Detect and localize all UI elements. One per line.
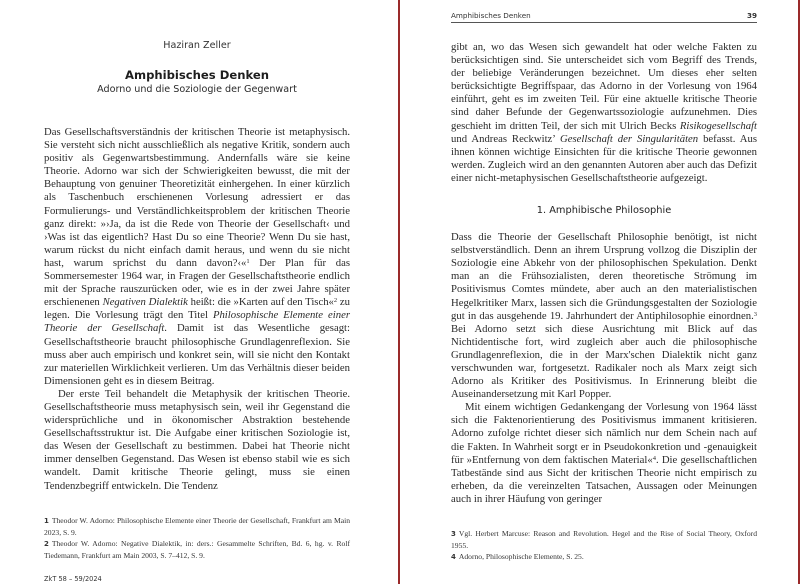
footnote-text: Theodor W. Adorno: Philosophische Elemente einer Theorie der Gesellschaft, Frankfurt am Main 2023, S. 9.	[44, 515, 350, 537]
footnote-ref[interactable]: 4	[652, 454, 656, 462]
text-span: Der Plan für das Sommersemester 1964 war, in Fragen der Gesellschaftstheorie endlich mit der Sprache rauszurücken oder, wie es in der zwei Jahre später erschienenen	[44, 256, 350, 309]
text-span: Dass die Theorie der Gesellschaft Philosophie benötigt, ist nicht selbstverständlich. Denn an ihrem Ursprung vollzog die Disziplin der Soziologie eine Abkehr von der philosophischen Spekulation. Denkt man an die Frühsozialisten, deren theoretische Strömung im Positivismus Comtes mündete, aber auch an den materialistischen Hegelkritiker Marx, lassen sich die Gründungsgestalten der Soziologie gut in das ausgehende 19. Jahrhundert der Antiphilosophie einordnen.	[451, 231, 757, 322]
footnote-text: Vgl. Herbert Marcuse: Reason and Revolution. Hegel and the Rise of Social Theory, Oxford 1955.	[451, 529, 757, 550]
footnote	[44, 538, 350, 561]
text-span: und Andreas Reckwitz’	[451, 132, 561, 145]
footnote-ref[interactable]: 2	[333, 297, 338, 305]
left-body-text	[44, 126, 350, 493]
footnote-number: 1	[44, 516, 49, 525]
article-title: Amphibisches Denken	[125, 68, 269, 82]
left-page	[0, 0, 398, 584]
text-span: gibt an, wo das Wesen sich gewandelt hat oder welche Fakten zu berücksichtigen sind. Sie unterscheidet sich vom Begriff des Trends, der beliebige Veränderungen bezeichnet. Um dieses eher selten berücksichtigte Begriffspaar, das Adorno in der Vorlesung von 1964 einführt, geht es im zweiten Teil. Für eine aktuelle kritische Theorie sind daher Befunde der Gegenwartssoziologie aufzunehmen. Dies geschieht im dritten Teil, der sich mit Ulrich Becks	[451, 41, 757, 132]
text-span: . Damit ist das Wesentliche gesagt: Gesellschaftstheorie braucht philosophische Grundlagenreflexion. Sie muss aber auch empirisch und konkret sein, will sie nicht den Kontakt zur materiellen Wirklichkeit verlieren. Um das Verhältnis dieser beiden Dimensionen geht es in diesem Beitrag.	[44, 322, 350, 387]
italic-title: Philosophische Elemente einer Theorie der Gesellschaft	[44, 309, 350, 335]
footnote-text: Adorno, Philosophische Elemente, S. 25.	[458, 552, 584, 561]
footnote-text: Theodor W. Adorno: Negative Dialektik, in: ders.: Gesammelte Schriften, Bd. 6, hg. v. Rolf Tiedemann, Frankfurt am Main 2003, S. 7–412, S. 9.	[44, 538, 350, 560]
footnote-number: 4	[451, 553, 456, 561]
italic-title: Gesellschaft der Singularitäten	[560, 132, 699, 145]
running-head-title: Amphibisches Denken	[451, 11, 531, 20]
footnote-number: 3	[451, 530, 456, 538]
text-span: . Die gesellschaftlichen Tatbestände sind aus Sicht der kritischen Theorie nicht empirisch zu erheben, da die vereinzelten Tatsachen, Aussagen oder Meinungen auch in ihrer Häufung von geringer	[451, 453, 758, 505]
text-span: Mit einem wichtigen Gedankengang der Vorlesung von 1964 lässt sich die Faktenorientierung des Positivismus immanent kritisieren. Adorno zufolge richtet dieser sich nämlich nur dem Schein nach auf die Fakten. In Wahrheit sorgt er in Pseudokonkretion und -genauigkeit für »Entfernung von dem faktischen Material«	[451, 401, 757, 466]
right-footnotes	[451, 528, 757, 563]
article-subtitle: Adorno und die Soziologie der Gegenwart	[97, 84, 297, 95]
italic-title: Risikogesellschaft	[679, 119, 757, 132]
footnote-ref[interactable]: 1	[246, 257, 250, 265]
running-head	[451, 11, 757, 23]
text-span: Das Gesellschaftsverständnis der kritischen Theorie ist metaphysisch. Sie versteht sich nicht ausschließlich als negative Kritik, sondern auch positiv als Gegenwartsbestimmung. Andernfalls wäre sie keine Theorie. Adorno war sich der Schwierigkeiten bewusst, die mit der Behauptung von genuiner Theoretizität einhergehen. In einer kürzlich als Taschenbuch erschienenen Vorlesung adressiert er das Formulierungs- und Verständlichkeitsproblem der kritischen Theorie ganz direkt: »›Ja, da ist die Rede von Theorie der Gesellschaft‹ und ›Was ist das eigentlich? Hast Du so eine Theorie? Wenn Du sie hast, warum rückst du nicht einfach damit heraus, und wenn du sie nicht hast, warum sprichst du dann davon?‹«	[44, 126, 350, 269]
right-body-text-intro	[451, 41, 757, 185]
left-footnotes	[44, 515, 350, 561]
journal-issue: ZkT 58 – 59/2024	[44, 574, 102, 583]
paragraph	[44, 126, 350, 388]
paragraph	[451, 41, 757, 185]
right-body-text-section	[451, 231, 757, 506]
paragraph	[451, 401, 757, 506]
italic-title: Negativen Dialektik	[102, 296, 188, 309]
footnote	[44, 515, 350, 538]
author-name: Haziran Zeller	[163, 40, 231, 51]
footnote-ref[interactable]: 3	[753, 310, 757, 318]
right-page	[400, 0, 798, 563]
paragraph	[451, 231, 757, 401]
text-span: befasst. Aus ihnen können wichtige Einsichten für die kritische Theorie gewonnen werden. Zugleich wird an den genannten Autoren aber auch das Defizit einer nicht-metaphysischen Gesellschaftstheorie aufgezeigt.	[451, 132, 758, 184]
footnote	[451, 551, 757, 563]
section-heading: 1. Amphibische Philosophie	[536, 205, 672, 217]
text-span: heißt: die »Karten auf den Tisch«	[187, 296, 334, 309]
footnote-number: 2	[44, 539, 49, 548]
paragraph: Der erste Teil behandelt die Metaphysik der kritischen Theorie. Gesellschaftstheorie muss metaphysisch sein, weil ihr Gegenstand die widersprüchliche und in ökonomischer Abstraktion bestehende Gesellschaftsstruktur ist. Die Aufgabe einer kritischen Soziologie ist, das Wesen der Gesellschaft zu bestimmen. Dabei hat Theorie nicht immer denselben Gegenstand. Das Wesen ist ebenso stabil wie es sich wandelt. Damit kritische Theorie gelingt, muss sie einen Tendenzbegriff entwickeln. Die Tendenz	[44, 387, 350, 492]
footnote	[451, 528, 757, 551]
text-span: Bei Adorno setzt sich diese Ausrichtung mit Blick auf das Nichtidentische fort, wird zugleich aber auch die philosophische Grundlagenreflexion, die in der Marx'schen Dialektik nicht ganz verschwunden war, fortgesetzt. Radikaler noch als Marx zeigt sich Adorno als Kritiker des Positivismus. In Erinnerung bleibt die Auseinandersetzung mit Karl Popper.	[451, 322, 757, 401]
page-number: 39	[746, 11, 757, 20]
text-span: zu legen. Die Vorlesung trägt den Titel	[44, 296, 351, 322]
